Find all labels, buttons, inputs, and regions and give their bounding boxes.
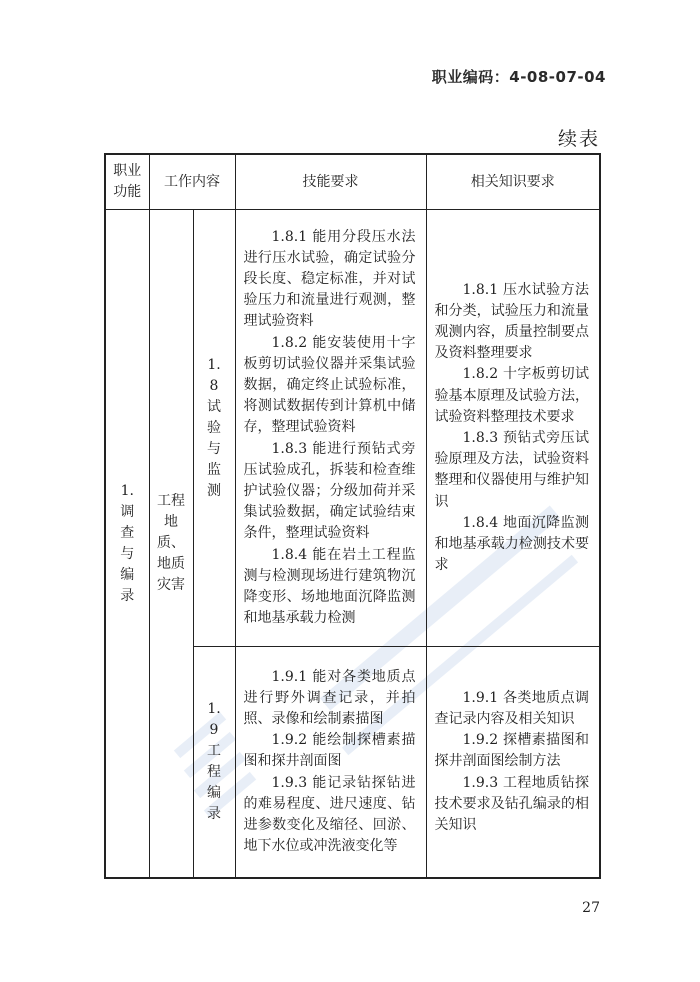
table-row — [105, 210, 600, 647]
sub-cell-1-8: 1.8 试验与监测 — [193, 210, 235, 647]
skill-item: 1.8.3 能进行预钻式旁压试验成孔，拆装和检查维护试验仪器；分级加荷并采集试验数据，确定试验结束条件，整理试验资料 — [243, 440, 416, 542]
skills-cell-1-9 — [235, 647, 426, 879]
continued-label: 续表 — [557, 128, 600, 150]
header-skills: 技能要求 — [235, 154, 426, 210]
work-cell: 工程地质、地质灾害 — [149, 210, 193, 879]
knowledge-item: 1.9.3 工程地质钻探技术要求及钻孔编录的相关知识 — [434, 774, 589, 833]
skills-cell-1-8 — [235, 210, 426, 647]
header-knowledge: 相关知识要求 — [426, 154, 600, 210]
skill-item: 1.8.2 能安装使用十字板剪切试验仪器并采集试验数据，确定终止试验标准，将测试数据传到计算机中储存，整理试验资料 — [243, 334, 416, 436]
skills-table — [104, 153, 601, 879]
function-cell: 1. 调查与编录 — [105, 210, 149, 879]
knowledge-cell-1-8 — [426, 210, 600, 647]
skill-item: 1.9.3 能记录钻探钻进的难易程度、进尺速度、钻进参数变化及缩径、回淤、地下水位或冲洗液变化等 — [243, 774, 416, 855]
skill-item: 1.9.1 能对各类地质点进行野外调查记录，并拍照、录像和绘制素描图 — [243, 668, 416, 727]
skill-item: 1.8.4 能在岩土工程监测与检测现场进行建筑物沉降变形、场地地面沉降监测和地基承载力检测 — [243, 546, 416, 627]
knowledge-item: 1.8.2 十字板剪切试验基本原理及试验方法，试验资料整理技术要求 — [434, 366, 589, 425]
header-work: 工作内容 — [149, 154, 235, 210]
job-code: 职业编码：4-08-07-04 — [431, 68, 606, 86]
knowledge-item: 1.8.4 地面沉降监测和地基承载力检测技术要求 — [434, 514, 589, 574]
knowledge-item: 1.9.2 探槽素描图和探井剖面图绘制方法 — [434, 732, 589, 770]
skill-item: 1.8.1 能用分段压水法进行压水试验，确定试验分段长度、稳定标准，并对试验压力和流量进行观测，整理试验资料 — [243, 228, 416, 330]
page-number: 27 — [582, 900, 600, 916]
table-header-row — [105, 154, 600, 210]
header-function: 职业功能 — [105, 154, 149, 210]
knowledge-item: 1.9.1 各类地质点调查记录内容及相关知识 — [434, 689, 589, 727]
knowledge-item: 1.8.1 压水试验方法和分类，试验压力和流量观测内容，质量控制要点及资料整理要求 — [434, 281, 589, 362]
skill-item: 1.9.2 能绘制探槽素描图和探井剖面图 — [243, 732, 416, 770]
knowledge-cell-1-9 — [426, 647, 600, 879]
knowledge-item: 1.8.3 预钻式旁压试验原理及方法，试验资料整理和仪器使用与维护知识 — [434, 430, 589, 510]
sub-cell-1-9: 1.9 工程编录 — [193, 647, 235, 879]
